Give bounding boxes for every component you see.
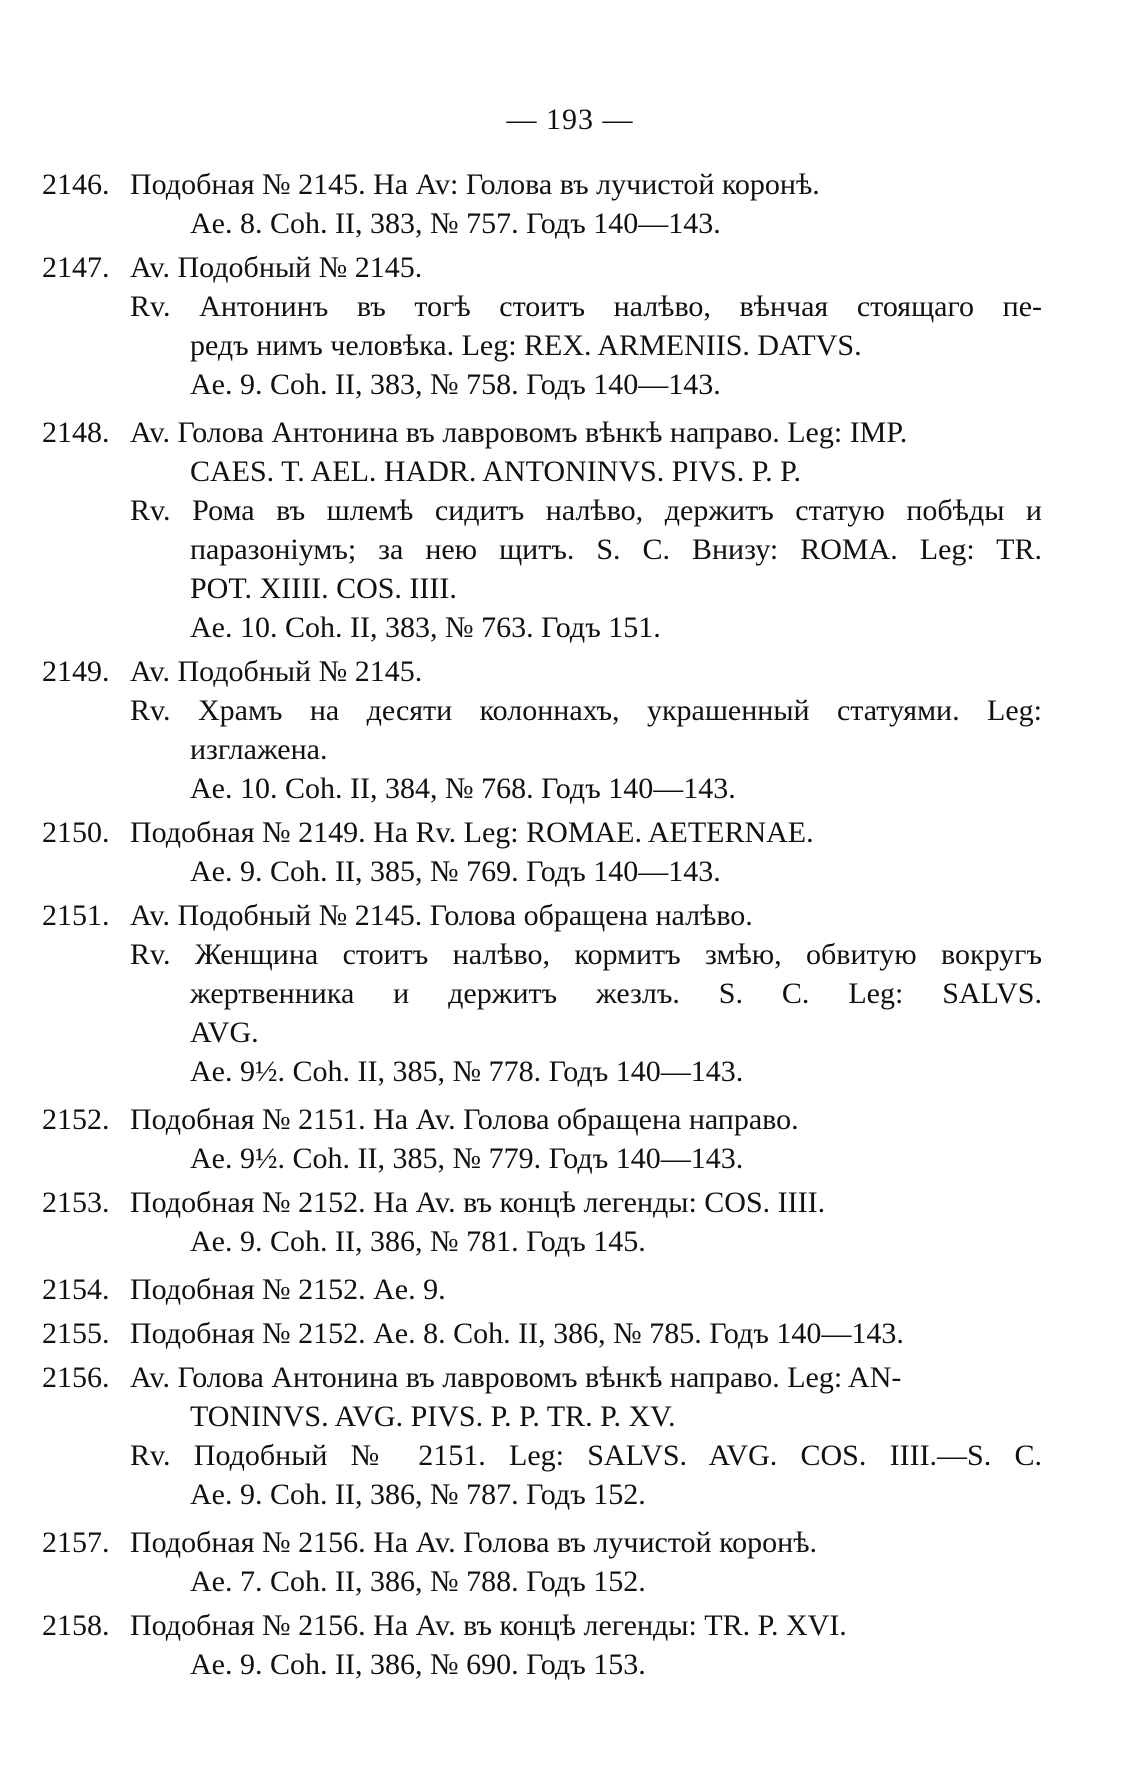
entry-reverse-line: Rv. Антонинъ въ тогѣ стоитъ налѣво, вѣнчая стоящаго пе- [130, 290, 1042, 323]
entry-reference-line: Ae. 9. Coh. II, 386, № 781. Годъ 145. [190, 1225, 646, 1258]
entry-text-line: AVG. [190, 1016, 259, 1049]
entry-reference-line: Ae. 10. Coh. II, 384, № 768. Годъ 140—143. [190, 772, 736, 805]
catalog-entry [42, 896, 1042, 1091]
entry-text-line: изглажена. [190, 733, 328, 766]
catalog-entry [42, 652, 1042, 808]
entry-number: 2154. [42, 1273, 110, 1306]
entry-first-line [42, 1100, 1042, 1139]
entry-reference-line: Ae. 9. Coh. II, 386, № 787. Годъ 152. [190, 1478, 646, 1511]
entry-reverse-line: Rv. Храмъ на десяти колоннахъ, украшенный статуями. Leg: [130, 694, 1042, 727]
entry-text: Av. Голова Антонина въ лавровомъ вѣнкѣ направо. Leg: AN- [130, 1361, 902, 1394]
entry-text-line: TONINVS. AVG. PIVS. P. P. TR. P. XV. [190, 1400, 676, 1433]
entry-number: 2147. [42, 251, 110, 284]
entry-first-line [42, 1358, 1042, 1397]
entry-number: 2155. [42, 1317, 110, 1350]
entry-first-line [42, 1314, 1042, 1353]
entry-number: 2148. [42, 416, 110, 449]
entry-reference-line: Ae. 9. Coh. II, 383, № 758. Годъ 140—143. [190, 368, 721, 401]
entry-text: Av. Подобный № 2145. [130, 655, 423, 688]
entry-text: Av. Голова Антонина въ лавровомъ вѣнкѣ направо. Leg: IMP. [130, 416, 908, 449]
entry-number: 2157. [42, 1526, 110, 1559]
entry-number: 2151. [42, 899, 110, 932]
catalog-entry [42, 1358, 1042, 1514]
entry-text: Подобная № 2156. На Av. Голова въ лучистой коронѣ. [130, 1526, 817, 1559]
entry-number: 2152. [42, 1103, 110, 1136]
entry-text-line: редъ нимъ человѣка. Leg: REX. ARMENIIS. DATVS. [190, 329, 862, 362]
catalog-entry [42, 413, 1042, 647]
entry-number: 2156. [42, 1361, 110, 1394]
entry-text-line: паразоніумъ; за нею щитъ. S. C. Внизу: ROMA. Leg: TR. [190, 533, 1042, 566]
entry-reference-line: Ae. 7. Coh. II, 386, № 788. Годъ 152. [190, 1565, 646, 1598]
catalog-entry [42, 1314, 1042, 1353]
entry-text: Подобная № 2151. На Av. Голова обращена направо. [130, 1103, 799, 1136]
entry-text-line: POT. XIIII. COS. IIII. [190, 572, 457, 605]
entry-text: Av. Подобный № 2145. [130, 251, 423, 284]
catalog-entry [42, 813, 1042, 891]
entry-reference-line: Ae. 9. Coh. II, 386, № 690. Годъ 153. [190, 1648, 646, 1681]
entry-number: 2149. [42, 655, 110, 688]
entry-text-line: жертвенника и держитъ жезлъ. S. C. Leg: SALVS. [190, 977, 1042, 1010]
page-number: — 193 — [506, 103, 634, 136]
catalog-entry [42, 1183, 1042, 1261]
entry-first-line [42, 1523, 1042, 1562]
entry-text: Av. Подобный № 2145. Голова обращена налѣво. [130, 899, 753, 932]
entry-reference-line: Ae. 10. Coh. II, 383, № 763. Годъ 151. [190, 611, 661, 644]
entry-number: 2153. [42, 1186, 110, 1219]
catalog-entry [42, 1606, 1042, 1684]
entry-first-line [42, 248, 1042, 287]
entry-number: 2146. [42, 168, 110, 201]
entry-number: 2158. [42, 1609, 110, 1642]
entry-text-line: CAES. T. AEL. HADR. ANTONINVS. PIVS. P. P. [190, 455, 801, 488]
entry-text: Подобная № 2149. На Rv. Leg: ROMAE. AETERNAE. [130, 816, 814, 849]
entry-reverse-line: Rv. Женщина стоитъ налѣво, кормитъ змѣю, обвитую вокругъ [130, 938, 1042, 971]
entry-first-line [42, 165, 1042, 204]
catalog-body [42, 165, 1042, 1689]
entry-number: 2150. [42, 816, 110, 849]
entry-first-line [42, 413, 1042, 452]
entry-text: Подобная № 2145. На Av: Голова въ лучистой коронѣ. [130, 168, 820, 201]
catalog-entry [42, 1523, 1042, 1601]
entry-text: Подобная № 2152. Ae. 8. Coh. II, 386, № 785. Годъ 140—143. [130, 1317, 904, 1350]
entry-first-line [42, 813, 1042, 852]
entry-first-line [42, 1606, 1042, 1645]
entry-reference-line: Ae. 8. Coh. II, 383, № 757. Годъ 140—143. [190, 207, 721, 240]
entry-reference-line: Ae. 9½. Coh. II, 385, № 778. Годъ 140—143. [190, 1055, 744, 1088]
entry-reverse-line: Rv. Подобный № 2151. Leg: SALVS. AVG. COS. IIII.—S. C. [130, 1439, 1042, 1472]
entry-text: Подобная № 2156. На Av. въ концѣ легенды: TR. P. XVI. [130, 1609, 847, 1642]
entry-first-line [42, 1183, 1042, 1222]
entry-reverse-line: Rv. Рома въ шлемѣ сидитъ налѣво, держитъ статую побѣды и [130, 494, 1042, 527]
catalog-entry [42, 248, 1042, 404]
catalog-entry [42, 1100, 1042, 1178]
entry-reference-line: Ae. 9½. Coh. II, 385, № 779. Годъ 140—143. [190, 1142, 744, 1175]
catalog-entry [42, 165, 1042, 243]
entry-first-line [42, 1270, 1042, 1309]
entry-text: Подобная № 2152. На Av. въ концѣ легенды: COS. IIII. [130, 1186, 826, 1219]
entry-reference-line: Ae. 9. Coh. II, 385, № 769. Годъ 140—143. [190, 855, 721, 888]
catalog-entry [42, 1270, 1042, 1309]
entry-first-line [42, 896, 1042, 935]
entry-first-line [42, 652, 1042, 691]
entry-text: Подобная № 2152. Ae. 9. [130, 1273, 446, 1306]
